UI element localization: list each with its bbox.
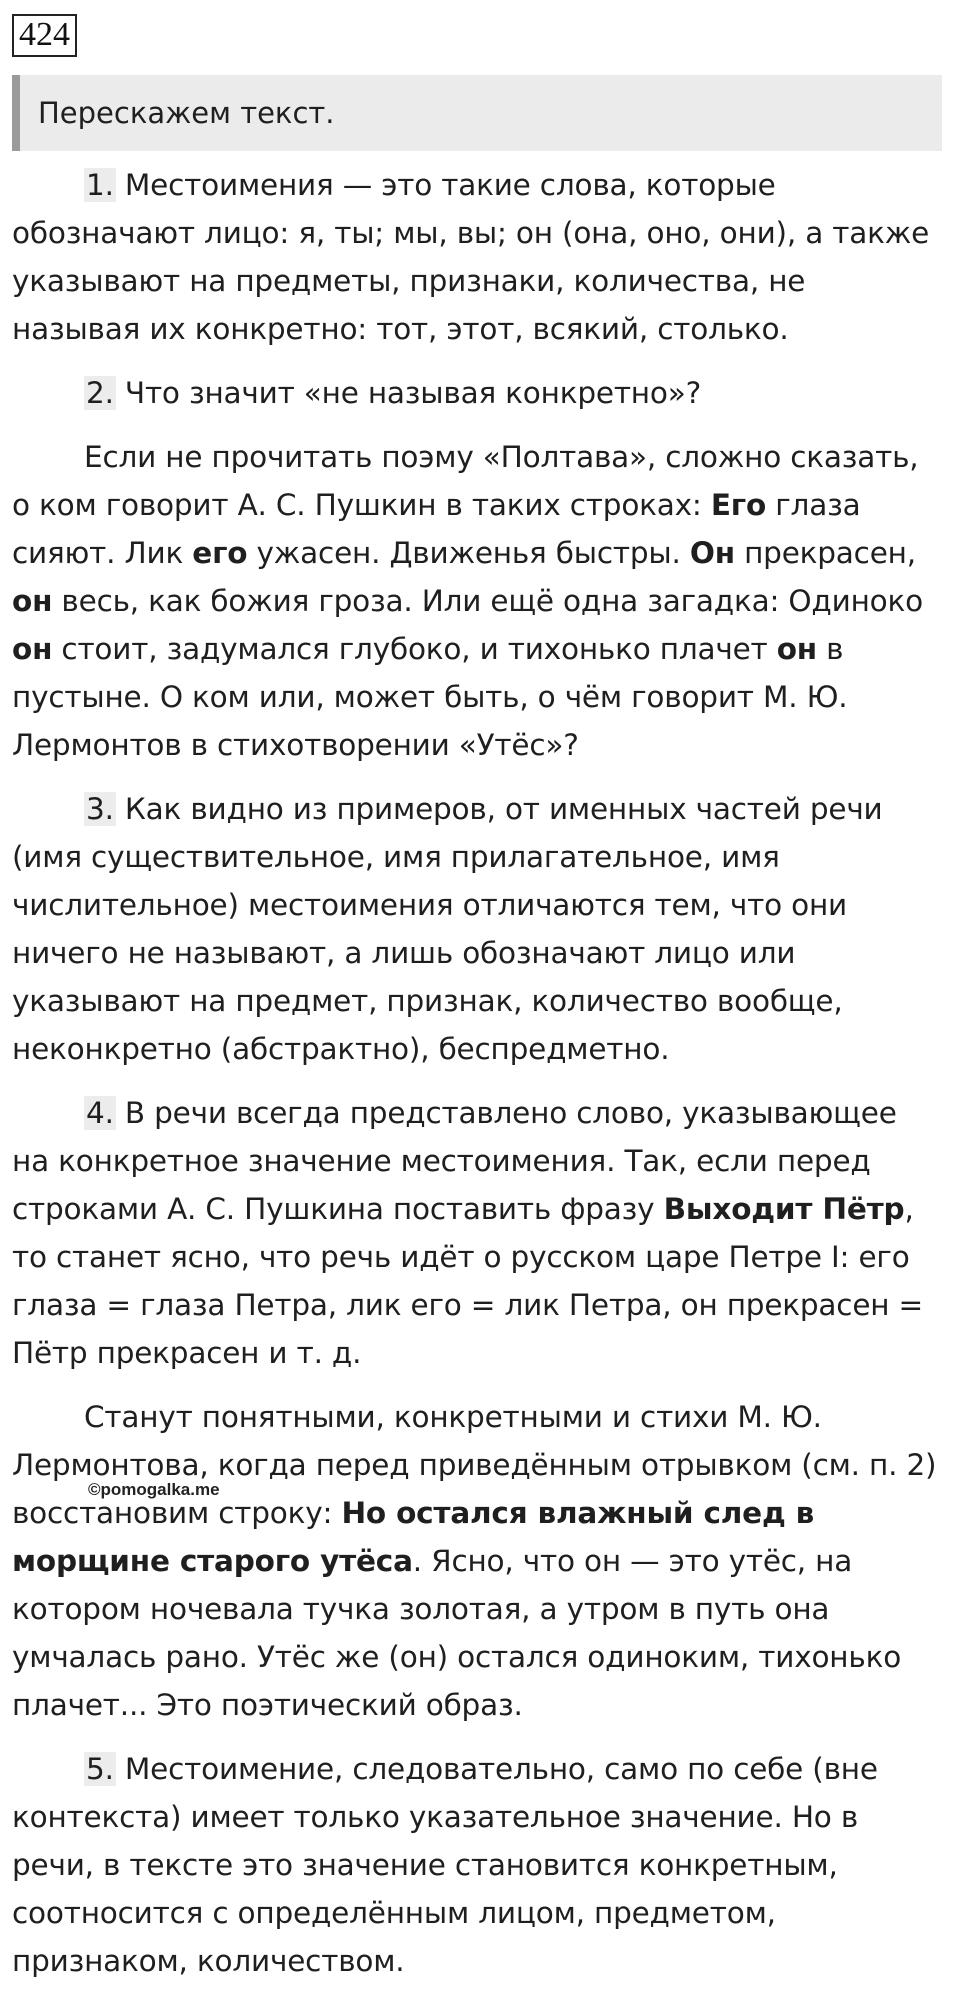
text-run: ужасен. Движенья быстры. [247, 536, 690, 570]
paragraph-number: 5. [86, 1752, 114, 1786]
bold-text: Его [710, 488, 767, 522]
page [12, 14, 942, 2001]
bold-text: он [12, 632, 53, 666]
bold-text: он [776, 632, 817, 666]
text-run: стоит, задумался глубоко, и тихонько плачет [52, 632, 777, 666]
bold-text: его [192, 536, 248, 570]
bold-text: Но остался влажный след в морщине старого утёса [12, 1496, 815, 1578]
bold-text: Выходит Пётр [663, 1192, 905, 1226]
bold-text: Он [689, 536, 735, 570]
text-run: Как видно из примеров, от именных частей речи (имя существительное, имя прилагательное, имя числительное) местоимения отличаются тем, что они ничего не называют, а лишь обозначают лицо или указывают на предмет, признак, количество вообще, неконкретно (абстрактно), беспредметно. [12, 792, 883, 1066]
header-bar [12, 75, 942, 151]
text-run: , то станет ясно, что речь идёт о русском царе Петре I: его глаза = глаза Петра, лик его = лик Петра, он прекрасен = Пётр прекрасен и т. д. [12, 1192, 924, 1370]
watermark: ©pomogalka.me [88, 1480, 220, 1499]
text-run: Местоимения — это такие слова, которые обозначают лицо: я, ты; мы, вы; он (она, оно, они), а также указывают на предметы, признаки, количества, не называя их конкретно: тот, этот, всякий, столько. [12, 168, 930, 346]
paragraph [12, 369, 942, 417]
paragraph [12, 1393, 942, 1729]
paragraph-number: 3. [86, 792, 114, 826]
text-run: Если не прочитать поэму «Полтава», сложно сказать, о ком говорит А. С. Пушкин в таких строках: [12, 440, 919, 522]
text-run: Местоимение, следовательно, само по себе (вне контекста) имеет только указательное значение. Но в речи, в тексте это значение становится конкретным, соотносится с определённым лицом, предметом, признаком, количеством. [12, 1752, 878, 1978]
text-run: весь, как божия гроза. Или ещё одна загадка: Одиноко [52, 584, 923, 618]
text-body [12, 161, 942, 1985]
text-run: прекрасен, [734, 536, 916, 570]
paragraph-number: 4. [86, 1096, 114, 1130]
header-text: Перескажем текст. [38, 96, 335, 130]
text-run: . Ясно, что он — это утёс, на котором ночевала тучка золотая, а утром в путь она умчалась рано. Утёс же (он) остался одиноким, тихонько плачет... Это поэтический образ. [12, 1544, 902, 1722]
paragraph [12, 1745, 942, 1985]
paragraph-number: 1. [86, 168, 114, 202]
text-run: глаза сияют. Лик [12, 488, 861, 570]
paragraph-number: 2. [86, 376, 114, 410]
text-run: Станут понятными, конкретными и стихи М. Ю. Лермонтова, когда перед приведённым отрывком (см. п. 2) восстановим строку: [12, 1400, 937, 1530]
paragraph [12, 785, 942, 1073]
bold-text: он [12, 584, 53, 618]
task-number: 424 [12, 14, 77, 57]
text-run: В речи всегда представлено слово, указывающее на конкретное значение местоимения. Так, если перед строками А. С. Пушкина поставить фразу [12, 1096, 897, 1226]
paragraph [12, 161, 942, 353]
text-run: Что значит «не называя конкретно»? [115, 376, 702, 410]
paragraph [12, 1089, 942, 1377]
text-run: в пустыне. О ком или, может быть, о чём говорит М. Ю. Лермонтов в стихотворении «Утёс»? [12, 632, 848, 762]
paragraph [12, 433, 942, 769]
